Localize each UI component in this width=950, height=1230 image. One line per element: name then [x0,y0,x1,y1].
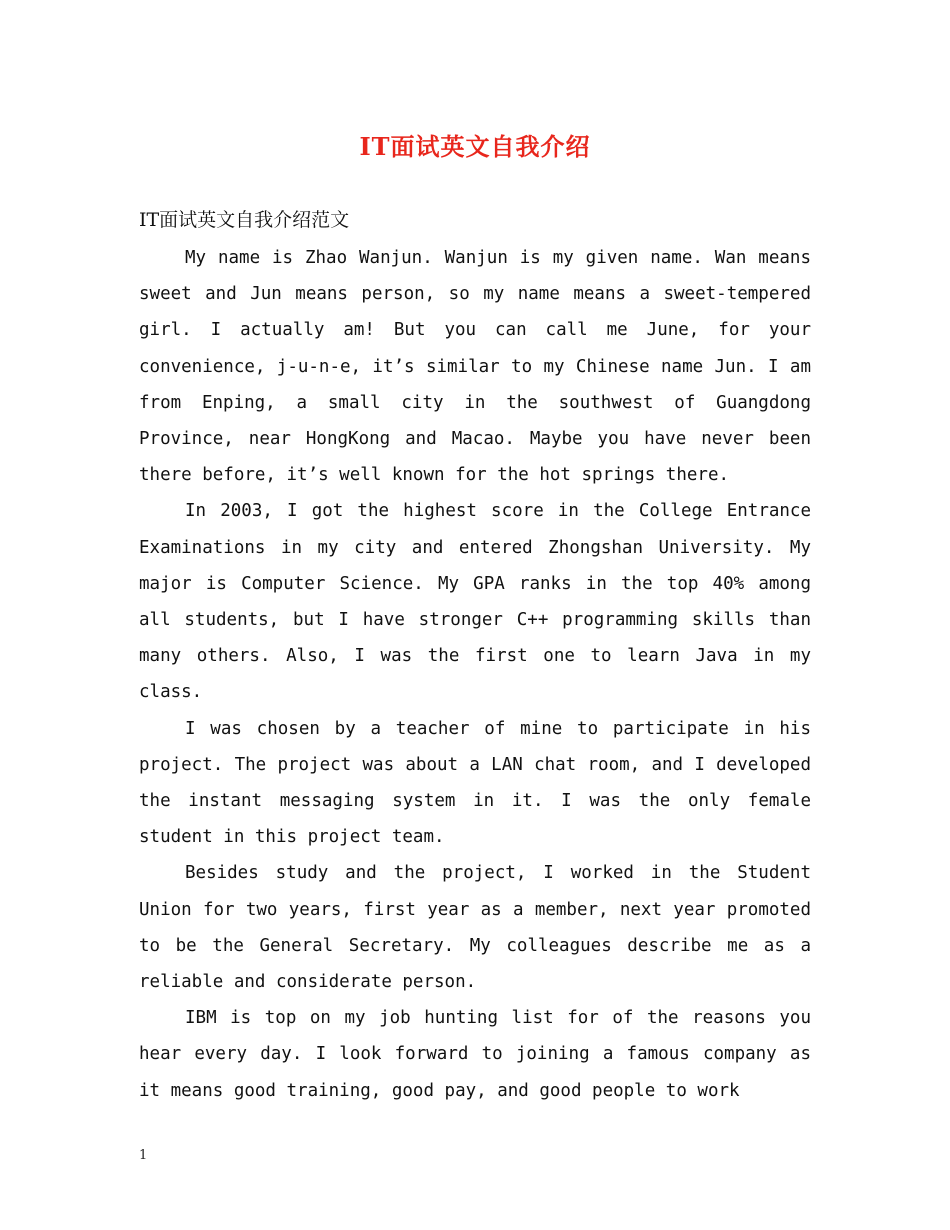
page-number: 1 [139,1148,148,1163]
paragraph: IBM is top on my job hunting list for of the reasons you hear every day. I look forward to joining a famous company as it means good training, good pay, and good people to work [139,1008,811,1101]
paragraph: In 2003, I got the highest score in the College Entrance Examinations in my city and entered Zhongshan University. My major is Computer Science. My GPA ranks in the top 40% among all students, but I have stronger C++ programming skills than many others. Also, I was the first one to learn Java in my class. [139,501,811,703]
document-body [139,240,811,1109]
paragraph: Besides study and the project, I worked in the Student Union for two years, first year as a member, next year promoted to be the General Secretary. My colleagues describe me as a reliable and considerate person. [139,863,811,993]
paragraph: I was chosen by a teacher of mine to participate in his project. The project was about a LAN chat room, and I developed the instant messaging system in it. I was the only female student in this project team. [139,718,811,848]
document-subtitle: IT面试英文自我介绍范文 [139,209,350,231]
paragraph: My name is Zhao Wanjun. Wanjun is my given name. Wan means sweet and Jun means person, so my name means a sweet-tempered girl. I actually am! But you can call me June, for your convenience, j-u-n-e, it’s similar to my Chinese name Jun. I am from Enping, a small city in the southwest of Guangdong Province, near HongKong and Macao. Maybe you have never been there before, it’s well known for the hot springs there. [139,248,811,486]
document-title: IT面试英文自我介绍 [359,132,591,161]
